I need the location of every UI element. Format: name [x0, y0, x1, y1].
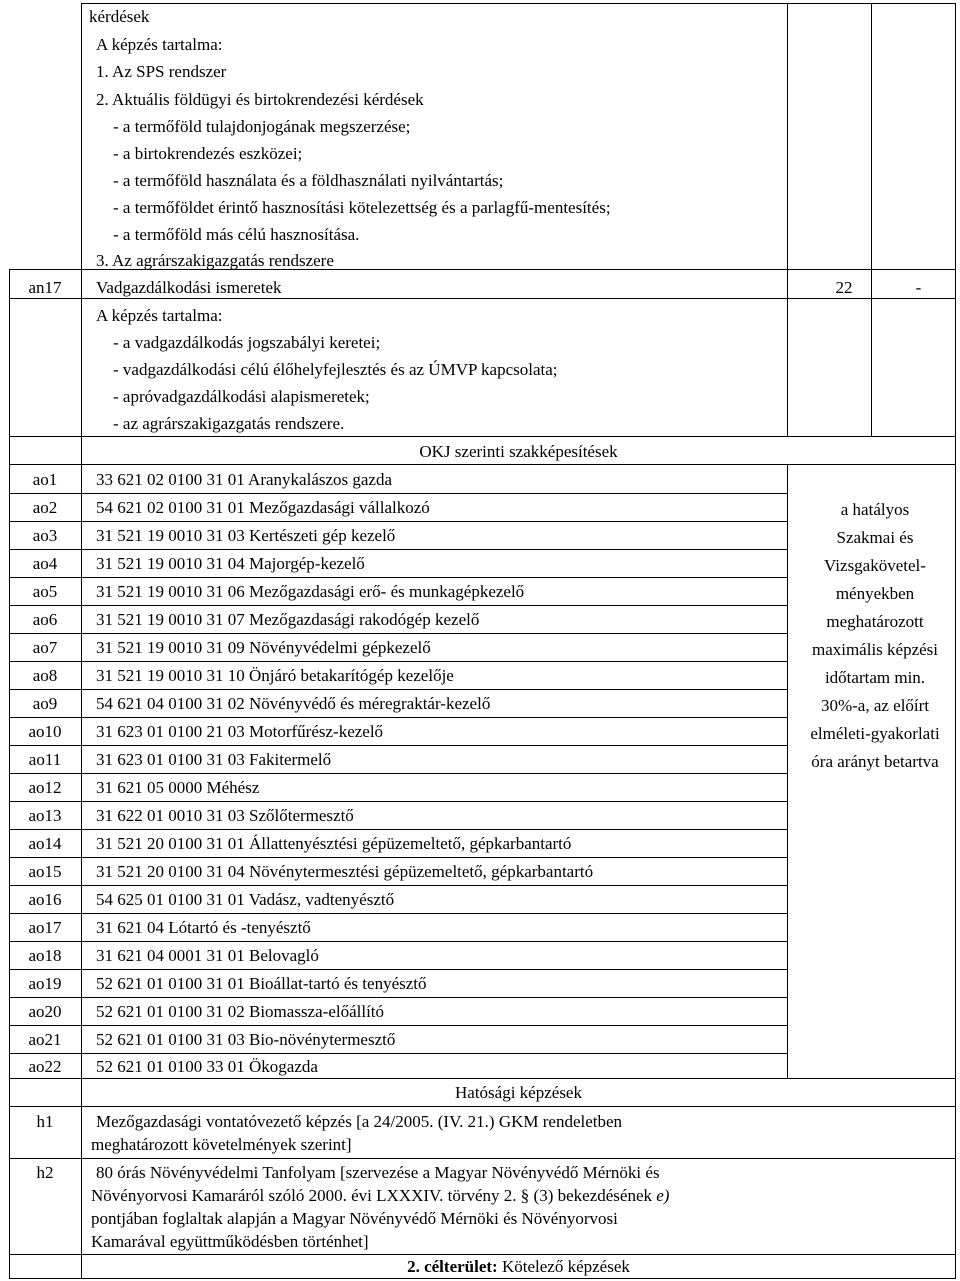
rule [9, 269, 10, 1279]
rule [9, 1278, 956, 1279]
row-code: ao14 [28, 834, 62, 853]
footer-bold: 2. célterület: [407, 1257, 498, 1276]
rule [9, 941, 787, 942]
rule [9, 521, 787, 522]
text-line: - a termőföld használata és a földhasználati nyilvántartás; [113, 171, 504, 190]
text-line [91, 1186, 669, 1206]
row-name: 54 621 02 0100 31 01 Mezőgazdasági vállalkozó [96, 498, 430, 517]
footer-heading [81, 1257, 956, 1277]
row-name: 52 621 01 0100 33 01 Ökogazda [96, 1057, 318, 1076]
rule [9, 436, 956, 437]
rule [871, 3, 872, 437]
note-line: a hatályos [840, 500, 910, 519]
row-name: 31 521 19 0010 31 09 Növényvédelmi gépkezelő [96, 638, 431, 657]
row-code: ao10 [28, 722, 62, 741]
rule [9, 633, 787, 634]
row-code: ao5 [32, 582, 58, 601]
text-line: 3. Az agrárszakigazgatás rendszere [96, 251, 334, 270]
rule [9, 997, 787, 998]
rule [9, 549, 787, 550]
row-name: 54 625 01 0100 31 01 Vadász, vadtenyésztő [96, 890, 395, 909]
row-code: ao15 [28, 862, 62, 881]
text-line: Kamarával együttműködésben történhet] [91, 1232, 369, 1251]
row-code: ao8 [32, 666, 58, 685]
rule [9, 577, 787, 578]
row-code: ao11 [28, 750, 62, 769]
note-line: ményekben [835, 584, 915, 603]
rule [9, 1254, 956, 1255]
row-code: ao12 [28, 778, 62, 797]
row-name: 31 621 05 0000 Méhész [96, 778, 260, 797]
row-name: 31 521 19 0010 31 10 Önjáró betakarítógép kezelője [96, 666, 454, 685]
rule [9, 969, 787, 970]
row-code: ao3 [32, 526, 58, 545]
row-code: ao20 [28, 1002, 62, 1021]
row-name: 52 621 01 0100 31 01 Bioállat-tartó és tenyésztő [96, 974, 427, 993]
rule [9, 829, 787, 830]
row-name: 52 621 01 0100 31 03 Bio-növénytermesztő [96, 1030, 396, 1049]
dash-value: - [915, 278, 922, 297]
row-name: 31 621 04 0001 31 01 Belovagló [96, 946, 319, 965]
note-line: Vizsgakövetel- [824, 556, 926, 575]
rule [9, 801, 787, 802]
rule [787, 464, 788, 1079]
section-header: OKJ szerinti szakképesítések [419, 442, 618, 461]
rule [9, 1053, 787, 1054]
row-name: 31 521 19 0010 31 06 Mezőgazdasági erő- és munkagépkezelő [96, 582, 525, 601]
row-name: 31 521 19 0010 31 07 Mezőgazdasági rakodógép kezelő [96, 610, 480, 629]
row-name: 31 622 01 0010 31 03 Szőlőtermesztő [96, 806, 354, 825]
text-main: Növényorvosi Kamaráról szóló 2000. évi LXXXIV. törvény 2. § (3) bekezdésének [91, 1186, 657, 1205]
row-name: 31 623 01 0100 31 03 Fakitermelő [96, 750, 332, 769]
rule [9, 493, 787, 494]
rule [9, 773, 787, 774]
document-table [9, 3, 956, 1279]
note-line: elméleti-gyakorlati [810, 724, 940, 743]
rule [9, 717, 787, 718]
text-line: kérdések [89, 7, 150, 26]
row-code: ao2 [32, 498, 58, 517]
text-line: - a birtokrendezés eszközei; [113, 144, 303, 163]
row-code: ao7 [32, 638, 58, 657]
text-line: 1. Az SPS rendszer [96, 62, 227, 81]
row-title: Vadgazdálkodási ismeretek [96, 278, 282, 297]
rule [9, 745, 787, 746]
row-name: 31 521 20 0100 31 01 Állattenyésztési gépüzemeltető, gépkarbantartó [96, 834, 572, 853]
text-line: meghatározott követelmények szerint] [91, 1135, 352, 1154]
text-line: 80 órás Növényvédelmi Tanfolyam [szervezése a Magyar Növényvédő Mérnöki és [96, 1163, 660, 1182]
row-code: ao17 [28, 918, 62, 937]
rule [9, 857, 787, 858]
text-line: A képzés tartalma: [96, 35, 223, 54]
rule [9, 1158, 956, 1159]
rule [9, 1078, 956, 1079]
row-name: 31 521 19 0010 31 04 Majorgép-kezelő [96, 554, 365, 573]
rule [9, 1025, 787, 1026]
row-code: ao9 [32, 694, 58, 713]
rule [9, 605, 787, 606]
rule [9, 464, 956, 465]
row-code: an17 [28, 278, 62, 297]
note-line: 30%-a, az előírt [820, 696, 930, 715]
row-name: 31 521 19 0010 31 03 Kertészeti gép kezelő [96, 526, 396, 545]
row-name: 31 621 04 Lótartó és -tenyésztő [96, 918, 311, 937]
text-line: Mezőgazdasági vontatóvezető képzés [a 24/2005. (IV. 21.) GKM rendeletben [96, 1112, 623, 1131]
row-code: ao22 [28, 1057, 62, 1076]
note-line: időtartam min. [824, 668, 926, 687]
section-header: Hatósági képzések [455, 1083, 582, 1102]
row-code: ao19 [28, 974, 62, 993]
row-code: h2 [36, 1163, 54, 1182]
text-italic: e) [656, 1186, 670, 1205]
rule [9, 1106, 956, 1107]
row-name: 33 621 02 0100 31 01 Aranykalászos gazda [96, 470, 393, 489]
row-code: h1 [36, 1112, 54, 1131]
row-code: ao21 [28, 1030, 62, 1049]
row-code: ao1 [32, 470, 58, 489]
text-line: A képzés tartalma: [96, 306, 223, 325]
rule [81, 3, 956, 4]
row-name: 31 521 20 0100 31 04 Növénytermesztési gépüzemeltető, gépkarbantartó [96, 862, 594, 881]
text-line: - a vadgazdálkodás jogszabályi keretei; [113, 333, 381, 352]
hours-value: 22 [835, 278, 853, 297]
text-line: - a termőföld más célú hasznosítása. [113, 225, 360, 244]
row-name: 52 621 01 0100 31 02 Biomassza-előállító [96, 1002, 385, 1021]
rule [9, 661, 787, 662]
footer-rest: Kötelező képzések [497, 1257, 630, 1276]
rule [9, 298, 956, 299]
text-line: 2. Aktuális földügyi és birtokrendezési kérdések [96, 90, 424, 109]
text-line: - a termőföld tulajdonjogának megszerzése; [113, 117, 411, 136]
text-line: - apróvadgazdálkodási alapismeretek; [113, 387, 370, 406]
rule [9, 689, 787, 690]
text-line: - a termőföldet érintő hasznosítási kötelezettség és a parlagfű-mentesítés; [113, 198, 611, 217]
note-line: meghatározott [826, 612, 924, 631]
text-line: pontjában foglaltak alapján a Magyar Növényvédő Mérnöki és Növényorvosi [91, 1209, 618, 1228]
row-code: ao6 [32, 610, 58, 629]
note-line: óra arányt betartva [811, 752, 939, 771]
row-code: ao18 [28, 946, 62, 965]
rule [787, 3, 788, 437]
row-name: 54 621 04 0100 31 02 Növényvédő és méregraktár-kezelő [96, 694, 491, 713]
text-line: - az agrárszakigazgatás rendszere. [113, 414, 345, 433]
note-line: maximális képzési [811, 640, 939, 659]
row-name: 31 623 01 0100 21 03 Motorfűrész-kezelő [96, 722, 384, 741]
row-code: ao4 [32, 554, 58, 573]
row-code: ao13 [28, 806, 62, 825]
text-line: - vadgazdálkodási célú élőhelyfejlesztés és az ÚMVP kapcsolata; [113, 360, 558, 379]
rule [9, 913, 787, 914]
note-line: Szakmai és [836, 528, 914, 547]
rule [9, 885, 787, 886]
row-code: ao16 [28, 890, 62, 909]
